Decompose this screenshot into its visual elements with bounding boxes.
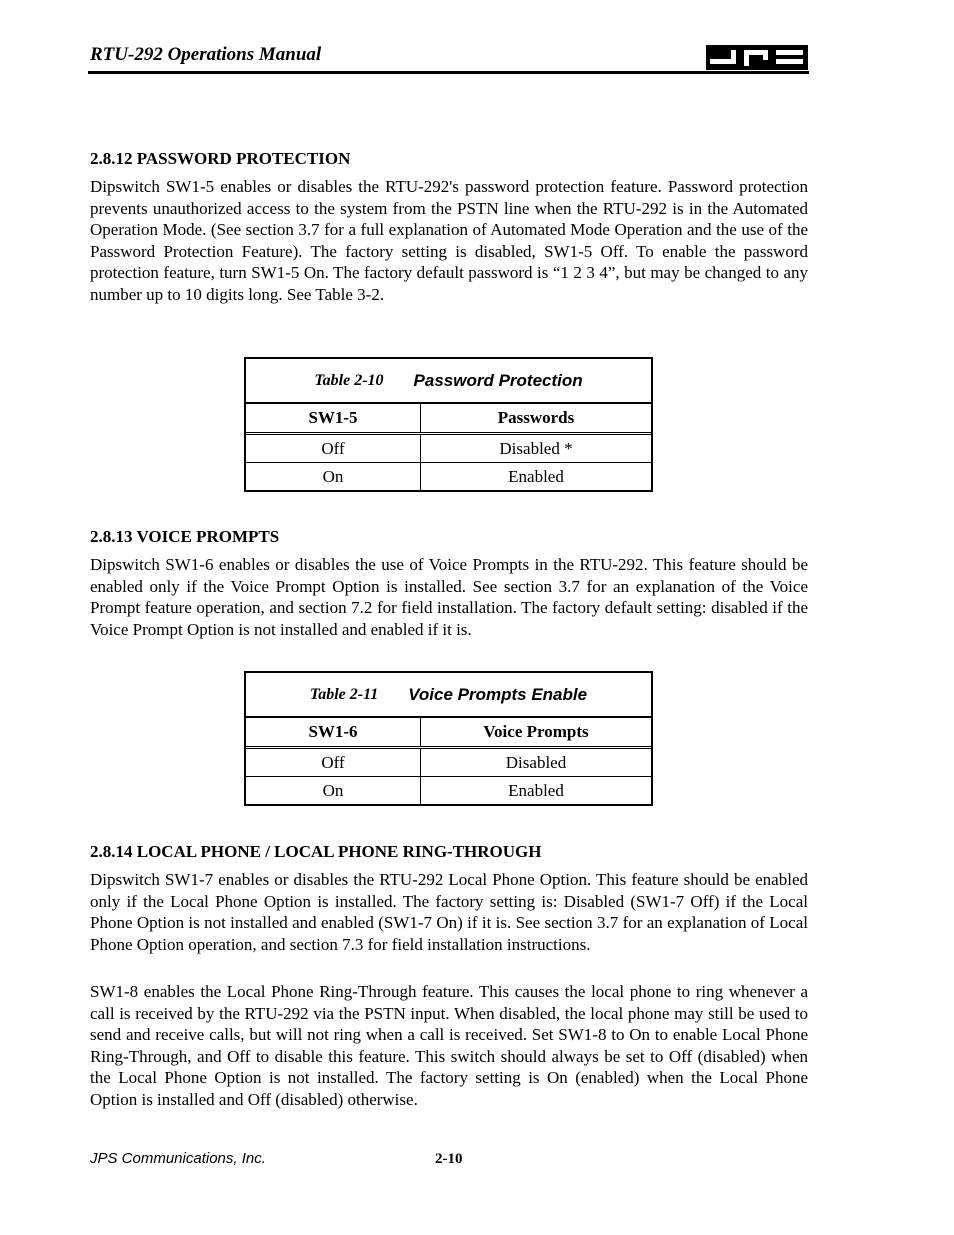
table-cell: Disabled * [499, 438, 573, 458]
table-header-cell: Voice Prompts [483, 722, 589, 741]
table-title: Password Protection [413, 370, 583, 390]
table-title: Voice Prompts Enable [408, 684, 588, 704]
header-rule [88, 71, 809, 74]
section-heading: 2.8.13 VOICE PROMPTS [90, 527, 280, 546]
jps-logo-icon [706, 45, 808, 70]
paragraph: Dipswitch SW1-6 enables or disables the use of Voice Prompts in the RTU-292. This feature should be enabled only if the Voice Prompt Option is installed. See section 3.7 for an explanation of the Voice Prompt feature operation, and section 7.2 for field installation. The factory default setting: disabled if the Voice Prompt Option is not installed and enabled if it is. [90, 555, 808, 639]
paragraph: Dipswitch SW1-5 enables or disables the RTU-292's password protection feature. Password protection prevents unauthorized access to the system from the PSTN line when the RTU-292 is in the Automated Operation Mode. (See section 3.7 for a full explanation of Automated Mode Operation and the use of the Password Protection Feature). The factory setting is disabled, SW1-5 Off. To enable the password protection feature, turn SW1-5 On. The factory default password is “1 2 3 4”, but may be changed to any number up to 10 digits long. See Table 3-2. [90, 177, 808, 304]
footer-company: JPS Communications, Inc. [90, 1150, 266, 1167]
table-caption [246, 673, 651, 718]
section-heading: 2.8.14 LOCAL PHONE / LOCAL PHONE RING-THROUGH [90, 842, 542, 861]
table-header-cell: SW1-5 [246, 404, 421, 432]
page-number: 2-10 [435, 1151, 463, 1167]
table-number: Table 2-11 [309, 685, 379, 703]
table-cell: Off [246, 749, 421, 776]
table-row [246, 749, 651, 776]
table-voice-prompts [244, 671, 653, 806]
table-header-cell: SW1-6 [246, 718, 421, 746]
document-title: RTU-292 Operations Manual [90, 44, 322, 65]
table-header-cell: Passwords [497, 408, 575, 427]
table-cell: Enabled [508, 780, 564, 800]
table-header-row [246, 404, 651, 435]
paragraph: Dipswitch SW1-7 enables or disables the RTU-292 Local Phone Option. This feature should be enabled only if the Local Phone Option is installed. The factory setting is: Disabled (SW1-7 Off) if the Local Phone Option is not installed and enabled (SW1-7 On) if it is. See section 3.7 for an explanation of Local Phone Option operation, and section 7.3 for field installation instructions. [90, 870, 808, 954]
table-cell: Enabled [508, 466, 564, 486]
paragraph: SW1-8 enables the Local Phone Ring-Through feature. This causes the local phone to ring whenever a call is received by the RTU-292 via the PSTN input. When disabled, the local phone may still be used to send and receive calls, but will not ring when a call is received. Set SW1-8 to On to enable Local Phone Ring-Through, and Off to disable this feature. This switch should always be set to Off (disabled) when the Local Phone Option is not installed. The factory setting is On (enabled) when the Local Phone Option is installed and Off (disabled) otherwise. [90, 982, 808, 1109]
table-cell: Disabled [505, 752, 567, 772]
table-row [246, 776, 651, 804]
table-password-protection [244, 357, 653, 492]
table-cell: On [246, 463, 421, 490]
section-heading: 2.8.12 PASSWORD PROTECTION [90, 149, 351, 168]
table-header-row [246, 718, 651, 749]
table-number: Table 2-10 [314, 371, 384, 389]
table-caption [246, 359, 651, 404]
table-cell: Off [246, 435, 421, 462]
table-row [246, 462, 651, 490]
table-cell: On [246, 777, 421, 804]
table-row [246, 435, 651, 462]
